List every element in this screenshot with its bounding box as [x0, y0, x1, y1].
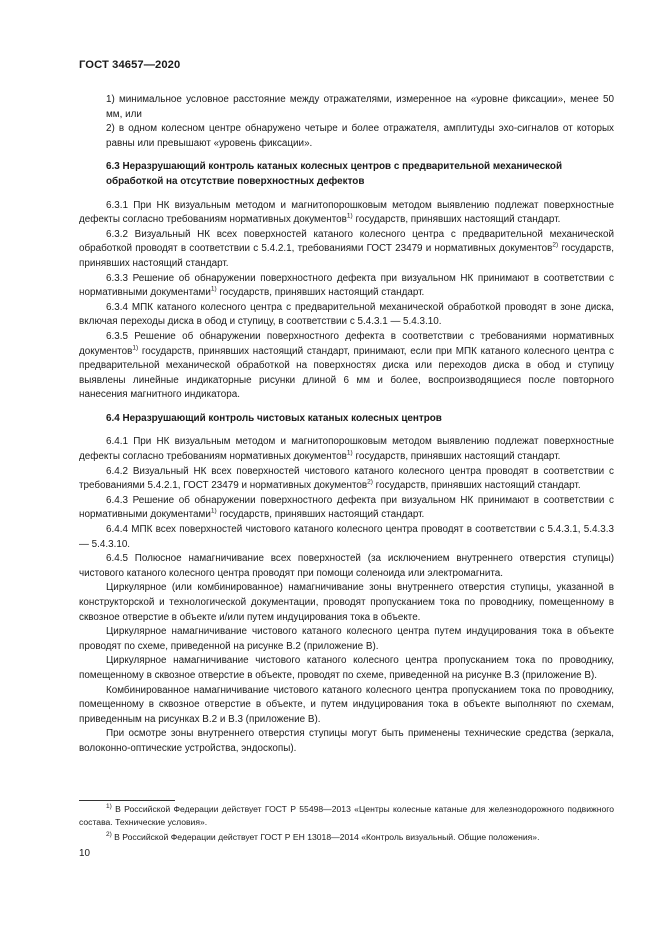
paragraph-6-4-5: 6.4.5 Полюсное намагничивание всех поверхностей (за исключением внутреннего отверстия ступицы) чистового катаного колесного центра проводят при помощи соленоида или электромагнита.	[79, 553, 614, 579]
paragraph-6-4-1: 6.4.1 При НК визуальным методом и магнитопорошковым методом выявлению подлежат поверхностные дефекты согласно требованиям нормативных документов$^{1)}$ государств, принявших настоящий стандарт.	[79, 436, 614, 463]
paragraph-6-3-4: 6.3.4 МПК катаного колесного центра с предварительной механической обработкой проводят в зоне диска, включая переходы диска в обод и ступицу, в соответствии с 5.4.3.1 — 5.4.3.10.	[79, 301, 614, 328]
list-item: 2) в одном колесном центре обнаружено четыре и более отражателя, амплитуды эхо-сигналов от которых равны или превышают «уровень фиксации».	[106, 123, 614, 149]
paragraph: Циркулярное намагничивание чистового катаного колесного центра пропусканием тока по проводнику, помещенному в сквозное отверстие в объекте, проводят по схеме, приведенной на рисунке В.3 (приложение В).	[79, 655, 614, 681]
list-item: 1) минимальное условное расстояние между отражателями, измеренное на «уровне фиксации», менее 50 мм, или	[106, 94, 614, 120]
document-header: ГОСТ 34657—2020	[79, 59, 181, 71]
paragraph-6-4-3: 6.4.3 Решение об обнаружении поверхностного дефекта при визуальном НК принимают в соответствии с нормативными документами$^{1)}$ государств, принявших настоящий стандарт.	[79, 494, 614, 521]
paragraph-6-3-5: 6.3.5 Решение об обнаружении поверхностного дефекта в соответствии с требованиями нормативных документов$^{1)}$ государств, принявших настоящий стандарт, принимают, если при МПК катаного колесного центра с предварительной механической обработкой на поверхностях диска или переходов диска в обод и ступицу выявлены линейные индикаторные рисунки длиной 6 мм и более, воспроизводящиеся после повторного нанесения магнитного индикатора.	[79, 330, 614, 401]
footnote-ref: 1)	[346, 449, 353, 457]
paragraph: Циркулярное намагничивание чистового катаного колесного центра путем индуцирования тока в объекте проводят по схеме, приведенной на рисунке В.2 (приложение В).	[79, 626, 614, 652]
paragraph: Комбинированное намагничивание чистового катаного колесного центра пропусканием тока по проводнику, помещенному в сквозное отверстие в объекте, и путем индуцирования тока в объекте выполняют по схемам, приведенным на рисунках В.2 и В.3 (приложение В).	[79, 684, 614, 725]
footnote-mark: 2)	[106, 831, 112, 839]
footnote-1: $^{1)}$ В Российской Федерации действует ГОСТ Р 55498—2013 «Центры колесные катаные для железнодорожного подвижного состава. Технические условия».	[79, 803, 614, 827]
footnote-mark: 1)	[106, 803, 112, 811]
paragraph-6-3-3: 6.3.3 Решение об обнаружении поверхностного дефекта при визуальном НК принимают в соответствии с нормативными документами$^{1)}$ государств, принявших настоящий стандарт.	[79, 272, 614, 299]
paragraph: Циркулярное (или комбинированное) намагничивание зоны внутреннего отверстия ступицы, указанной в конструкторской и технологической документации, проводят пропусканием тока по проводнику, помещенному в сквозное отверстие в объекте и/или путем индуцирования тока в объекте.	[79, 582, 614, 623]
footnote-ref: 1)	[132, 344, 139, 352]
paragraph: При осмотре зоны внутреннего отверстия ступицы могут быть применены технические средства (зеркала, волоконно-оптические устройства, эндоскопы).	[79, 728, 614, 754]
footnote-ref: 2)	[552, 242, 559, 250]
page-number: 10	[79, 848, 90, 859]
document-body	[79, 93, 614, 757]
paragraph-6-4-4: 6.4.4 МПК всех поверхностей чистового катаного колесного центра проводят в соответствии с 5.4.3.1, 5.4.3.3 — 5.4.3.10.	[79, 524, 614, 550]
paragraph-6-3-1: 6.3.1 При НК визуальным методом и магнитопорошковым методом выявлению подлежат поверхностные дефекты согласно требованиям нормативных документов$^{1)}$ государств, принявших настоящий стандарт.	[79, 199, 614, 226]
paragraph-6-3-2: 6.3.2 Визуальный НК всех поверхностей катаного колесного центра с предварительной механической обработкой проводят в соответствии с 5.4.2.1, требованиями ГОСТ 23479 и нормативных документов$^{2)}$ государств, принявших настоящий стандарт.	[79, 228, 614, 269]
footnote-divider	[79, 800, 175, 801]
footnote-ref: 1)	[210, 285, 217, 293]
section-heading-6-4: 6.4 Неразрушающий контроль чистовых катаных колесных центров	[106, 412, 442, 424]
paragraph-6-4-2: 6.4.2 Визуальный НК всех поверхностей чистового катаного колесного центра проводят в соответствии с требованиями 5.4.2.1, ГОСТ 23479 и нормативных документов$^{2)}$ государств, принявших настоящий стандарт.	[79, 465, 614, 492]
footnote-ref: 2)	[367, 478, 373, 486]
footnote-ref: 1)	[346, 212, 353, 220]
footnotes	[79, 803, 614, 847]
footnote-ref: 1)	[210, 508, 217, 516]
section-heading-6-3: 6.3 Неразрушающий контроль катаных колесных центров с предварительной механической обработкой на отсутствие поверхностных дефектов	[106, 161, 563, 187]
footnote-2: $^{2)}$ В Российской Федерации действует ГОСТ Р ЕН 13018—2014 «Контроль визуальный. Общие положения».	[106, 831, 540, 843]
